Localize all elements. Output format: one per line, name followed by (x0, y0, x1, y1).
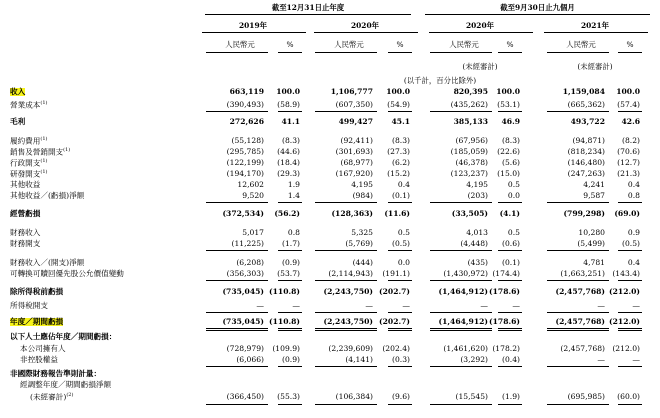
subtotal-rule (388, 280, 412, 281)
sub-rule (388, 52, 412, 53)
final-rule (206, 404, 268, 405)
row-amount: (356,303) (226, 269, 264, 278)
subtotal-rule (278, 280, 302, 281)
row-amount: (167,920) (335, 169, 373, 178)
row-pct: 100.0 (616, 87, 640, 96)
row-pct: 0.4 (627, 258, 640, 267)
subtotal-rule (388, 366, 412, 367)
subtotal-rule (388, 202, 412, 203)
row-pct: (0.5) (391, 239, 410, 248)
row-amount: (128,363) (331, 209, 373, 218)
row-label: 營業成本$^{(1)}$ (10, 100, 48, 110)
row-pct: 0.5 (507, 180, 520, 189)
total-rule (430, 330, 492, 331)
row-pct: (0.9) (281, 355, 300, 364)
row-amount: (2,457,768) (555, 287, 605, 296)
row-amount: 12,602 (237, 180, 264, 189)
row-pct: (0.5) (621, 239, 640, 248)
row-amount: (984) (352, 191, 373, 200)
row-pct: 100.0 (496, 87, 520, 96)
row-amount: (444) (352, 258, 373, 267)
row-pct: (0.9) (281, 258, 300, 267)
row-pct: 0.4 (397, 180, 410, 189)
pct-col-header: % (626, 40, 634, 49)
row-pct: 41.1 (281, 117, 300, 126)
row-pct: (178.6) (489, 287, 520, 296)
row-pct: (8.3) (281, 136, 300, 145)
row-pct: (143.4) (612, 269, 640, 278)
row-amount: 4,195 (351, 180, 373, 189)
final-rule (278, 404, 302, 405)
row-amount: (3,292) (460, 355, 488, 364)
row-label: 財務收入／(開支)淨額 (10, 258, 85, 267)
year-header: 2021年 (581, 21, 609, 30)
row-pct: 0.8 (627, 191, 640, 200)
row-pct: (178.6) (489, 317, 520, 326)
row-amount: (68,977) (340, 158, 373, 167)
row-amount: (2,457,768) (560, 344, 605, 353)
row-amount: (6,208) (236, 258, 264, 267)
row-label: 本公司擁有人 (20, 344, 66, 353)
total-rule (388, 328, 412, 329)
subtotal-rule (315, 312, 377, 313)
row-amount: (94,871) (572, 136, 605, 145)
row-amount: (695,985) (567, 392, 605, 401)
row-pct: (174.4) (492, 269, 520, 278)
row-pct: (53.1) (497, 100, 520, 109)
unaudited-note: (未經審計) (462, 62, 498, 71)
row-pct: (212.0) (609, 317, 640, 326)
total-rule (498, 328, 522, 329)
row-label: 收入 (10, 87, 26, 96)
row-pct: (0.1) (501, 258, 520, 267)
row-pct: (70.6) (617, 147, 640, 156)
subtotal-rule (206, 202, 268, 203)
row-pct: 42.6 (621, 117, 640, 126)
row-amount: (122,199) (226, 158, 264, 167)
row-label: 其他收益 (10, 180, 41, 189)
row-pct: (60.0) (617, 392, 640, 401)
row-label: 其他收益／(虧損)淨額 (10, 191, 85, 200)
row-amount: (2,457,768) (555, 317, 605, 326)
subtotal-rule (278, 312, 302, 313)
subtotal-rule (388, 111, 412, 112)
total-rule (315, 330, 377, 331)
row-amount: (2,114,943) (328, 269, 373, 278)
row-pct: — (632, 301, 640, 310)
year-rule (544, 32, 648, 33)
row-amount: (818,234) (567, 147, 605, 156)
row-amount: (92,411) (340, 136, 373, 145)
subtotal-rule (315, 111, 377, 112)
footnote-ref: (1) (40, 100, 48, 106)
row-label: 以下人士應佔年度／期間虧損： (10, 332, 117, 341)
year-rule (429, 32, 533, 33)
row-pct: (18.4) (277, 158, 300, 167)
row-amount: (735,045) (222, 317, 264, 326)
sub-rule (278, 52, 302, 53)
final-rule (315, 404, 377, 405)
subtotal-rule (498, 312, 522, 313)
row-pct: 0.9 (627, 228, 640, 237)
row-amount: (146,480) (567, 158, 605, 167)
row-amount: (203) (467, 191, 488, 200)
row-amount: (366,450) (226, 392, 264, 401)
row-pct: (4.1) (499, 209, 520, 218)
row-amount: (1,663,251) (560, 269, 605, 278)
subtotal-rule (618, 312, 642, 313)
row-pct: (8.3) (501, 136, 520, 145)
currency-col-header: 人民幣元 (566, 40, 596, 49)
row-pct: (56.2) (274, 209, 300, 218)
subtotal-rule (618, 280, 642, 281)
row-amount: 4,241 (583, 180, 605, 189)
row-amount: 493,722 (570, 117, 605, 126)
total-rule (618, 330, 642, 331)
row-amount: — (480, 301, 488, 310)
row-label: 非控股權益 (20, 355, 58, 364)
year-rule (202, 32, 306, 33)
subtotal-rule (315, 280, 377, 281)
fy-period-title: 截至12月31日止年度 (271, 3, 345, 12)
row-pct: (110.8) (269, 287, 300, 296)
row-amount: 9,520 (242, 191, 264, 200)
unit-note: (以千計，百分比除外) (403, 76, 477, 85)
row-pct: (109.9) (272, 344, 300, 353)
row-pct: (44.6) (277, 147, 300, 156)
subtotal-rule (547, 312, 609, 313)
row-amount: 4,195 (466, 180, 488, 189)
subtotal-rule (315, 202, 377, 203)
row-pct: 0.5 (397, 228, 410, 237)
row-amount: (247,263) (567, 169, 605, 178)
row-amount: (799,298) (563, 209, 605, 218)
row-amount: (728,979) (226, 344, 264, 353)
sub-rule (206, 52, 268, 53)
year-rule (314, 32, 418, 33)
row-amount: (4,141) (345, 355, 373, 364)
row-amount: (1,464,912) (438, 317, 488, 326)
subtotal-rule (430, 312, 492, 313)
row-amount: (46,378) (455, 158, 488, 167)
row-pct: (54.9) (387, 100, 410, 109)
final-rule (547, 404, 609, 405)
row-pct: (27.3) (387, 147, 410, 156)
total-rule (206, 330, 268, 331)
row-amount: 1,159,084 (562, 87, 605, 96)
row-pct: (12.7) (617, 158, 640, 167)
row-pct: (1.7) (281, 239, 300, 248)
row-pct: (57.4) (617, 100, 640, 109)
subtotal-rule (388, 250, 412, 251)
row-pct: (212.0) (609, 287, 640, 296)
row-amount: (194,170) (226, 169, 264, 178)
row-pct: (6.2) (391, 158, 410, 167)
row-amount: 4,781 (583, 258, 605, 267)
nm-period-title: 截至9月30日止九個月 (500, 3, 575, 12)
row-label: 經調整年度／期間虧損淨額 (20, 380, 112, 389)
year-header: 2019年 (239, 21, 267, 30)
row-label: 財務開支 (10, 239, 41, 248)
row-amount: (735,045) (222, 287, 264, 296)
subtotal-rule (278, 366, 302, 367)
row-amount: — (597, 301, 605, 310)
row-amount: 5,325 (351, 228, 373, 237)
subtotal-rule (430, 111, 492, 112)
row-amount: (607,350) (335, 100, 373, 109)
pct-col-header: % (286, 40, 294, 49)
subtotal-rule (278, 250, 302, 251)
pct-col-header: % (396, 40, 404, 49)
final-rule (618, 404, 642, 405)
row-amount: (11,225) (231, 239, 264, 248)
subtotal-rule (618, 111, 642, 112)
row-pct: — (632, 355, 640, 364)
row-pct: (5.6) (501, 158, 520, 167)
row-pct: 45.1 (391, 117, 410, 126)
row-amount: 5,017 (242, 228, 264, 237)
subtotal-rule (547, 202, 609, 203)
row-amount: (1,464,912) (438, 287, 488, 296)
sub-rule (498, 52, 522, 53)
row-amount: 499,427 (338, 117, 373, 126)
row-amount: (1,430,972) (443, 269, 488, 278)
row-amount: (123,237) (450, 169, 488, 178)
row-pct: 1.9 (287, 180, 300, 189)
row-amount: (4,448) (460, 239, 488, 248)
sub-rule (430, 52, 492, 53)
subtotal-rule (547, 280, 609, 281)
row-amount: 663,119 (229, 87, 264, 96)
subtotal-rule (498, 250, 522, 251)
total-rule (388, 330, 412, 331)
row-pct: (8.2) (621, 136, 640, 145)
subtotal-rule (206, 111, 268, 112)
subtotal-rule (498, 202, 522, 203)
row-amount: (435,262) (450, 100, 488, 109)
row-pct: (178.2) (492, 344, 520, 353)
subtotal-rule (547, 111, 609, 112)
row-pct: (9.6) (391, 392, 410, 401)
row-amount: (106,384) (335, 392, 373, 401)
row-pct: (53.7) (277, 269, 300, 278)
row-amount: (665,362) (567, 100, 605, 109)
pct-col-header: % (506, 40, 514, 49)
row-amount: (67,956) (455, 136, 488, 145)
subtotal-rule (315, 366, 377, 367)
final-rule (498, 404, 522, 405)
subtotal-rule (315, 250, 377, 251)
row-label: 非國際財務報告準則計量： (10, 369, 102, 378)
row-pct: 0.8 (287, 228, 300, 237)
row-label: 行政開支$^{(1)}$ (10, 158, 48, 168)
sub-rule (618, 52, 642, 53)
row-pct: (8.3) (391, 136, 410, 145)
row-pct: 1.4 (287, 191, 300, 200)
row-pct: — (512, 301, 520, 310)
total-rule (498, 330, 522, 331)
subtotal-rule (430, 202, 492, 203)
subtotal-rule (498, 280, 522, 281)
row-label: 履約費用$^{(1)}$ (10, 136, 48, 146)
row-pct: (0.3) (391, 355, 410, 364)
subtotal-rule (388, 312, 412, 313)
row-label: 年度／期間虧損 (10, 317, 64, 326)
row-label: 研發開支$^{(1)}$ (10, 169, 48, 179)
footnote-ref: (1) (40, 158, 48, 164)
subtotal-rule (278, 111, 302, 112)
row-pct: (202.4) (382, 344, 410, 353)
subtotal-rule (206, 280, 268, 281)
row-amount: (55,128) (231, 136, 264, 145)
total-rule (206, 328, 268, 329)
subtotal-rule (547, 366, 609, 367)
subtotal-rule (618, 202, 642, 203)
unaudited-note: (未經審計) (577, 62, 613, 71)
row-pct: — (292, 301, 300, 310)
row-pct: (202.7) (379, 317, 410, 326)
row-amount: — (256, 301, 264, 310)
row-pct: (0.4) (501, 355, 520, 364)
row-amount: 4,013 (466, 228, 488, 237)
nm-title-rule (425, 14, 650, 15)
footnote-ref: (1) (40, 136, 48, 142)
subtotal-rule (498, 111, 522, 112)
row-pct: (11.6) (384, 209, 410, 218)
subtotal-rule (430, 366, 492, 367)
row-amount: (301,693) (335, 147, 373, 156)
row-label: 所得稅開支 (10, 301, 48, 310)
row-pct: 100.0 (386, 87, 410, 96)
year-header: 2020年 (466, 21, 494, 30)
subtotal-rule (430, 280, 492, 281)
footnote-ref: (1) (63, 147, 71, 153)
subtotal-rule (206, 312, 268, 313)
row-amount: (185,059) (450, 147, 488, 156)
row-amount: (2,243,750) (323, 317, 373, 326)
currency-col-header: 人民幣元 (449, 40, 479, 49)
row-pct: (55.3) (277, 392, 300, 401)
row-amount: (295,785) (226, 147, 264, 156)
row-label: 銷售及營銷開支$^{(1)}$ (10, 147, 71, 157)
subtotal-rule (206, 250, 268, 251)
row-amount: (5,769) (345, 239, 373, 248)
row-amount: 385,133 (453, 117, 488, 126)
row-pct: (202.7) (379, 287, 410, 296)
row-amount: — (365, 301, 373, 310)
subtotal-rule (547, 250, 609, 251)
total-rule (278, 330, 302, 331)
row-pct: (0.6) (501, 239, 520, 248)
footnote-ref: (1) (40, 169, 48, 175)
total-rule (278, 328, 302, 329)
currency-col-header: 人民幣元 (334, 40, 364, 49)
subtotal-rule (278, 202, 302, 203)
row-pct: (110.8) (269, 317, 300, 326)
year-header: 2020年 (351, 21, 379, 30)
subtotal-rule (206, 366, 268, 367)
row-amount: 9,587 (583, 191, 605, 200)
row-pct: — (402, 301, 410, 310)
sub-rule (315, 52, 377, 53)
row-label: 毛利 (10, 117, 26, 126)
row-amount: 820,395 (453, 87, 488, 96)
row-amount: (435) (467, 258, 488, 267)
row-pct: (212.0) (612, 344, 640, 353)
row-pct: 46.9 (501, 117, 520, 126)
row-amount: (5,499) (577, 239, 605, 248)
row-label: (未經審計)$^{(2)}$ (30, 392, 74, 402)
row-pct: (1.9) (501, 392, 520, 401)
subtotal-rule (618, 366, 642, 367)
row-pct: 0.0 (397, 258, 410, 267)
row-pct: 100.0 (276, 87, 300, 96)
total-rule (547, 328, 609, 329)
footnote-ref: (2) (66, 392, 74, 398)
row-label: 經營虧損 (10, 209, 41, 218)
sub-rule (547, 52, 609, 53)
row-pct: (21.3) (617, 169, 640, 178)
row-amount: (1,461,620) (443, 344, 488, 353)
row-pct: (29.3) (277, 169, 300, 178)
currency-col-header: 人民幣元 (225, 40, 255, 49)
row-amount: 10,280 (578, 228, 605, 237)
row-amount: (372,534) (222, 209, 264, 218)
row-pct: (22.6) (497, 147, 520, 156)
row-amount: 272,626 (229, 117, 264, 126)
row-label: 可轉換可贖回優先股公允價值變動 (10, 269, 124, 278)
row-amount: 1,106,777 (330, 87, 373, 96)
row-pct: (191.1) (382, 269, 410, 278)
total-rule (547, 330, 609, 331)
subtotal-rule (498, 366, 522, 367)
total-rule (618, 328, 642, 329)
fy-title-rule (205, 14, 411, 15)
row-pct: 0.5 (507, 228, 520, 237)
row-pct: 0.0 (507, 191, 520, 200)
row-amount: — (597, 355, 605, 364)
total-rule (430, 328, 492, 329)
row-amount: (33,505) (451, 209, 488, 218)
row-pct: 0.4 (627, 180, 640, 189)
final-rule (430, 404, 492, 405)
row-amount: (390,493) (226, 100, 264, 109)
row-pct: (58.9) (277, 100, 300, 109)
total-rule (315, 328, 377, 329)
row-amount: (2,243,750) (323, 287, 373, 296)
final-rule (388, 404, 412, 405)
row-pct: (15.0) (497, 169, 520, 178)
row-pct: (69.0) (614, 209, 640, 218)
row-pct: (15.2) (387, 169, 410, 178)
row-label: 除所得稅前虧損 (10, 287, 64, 296)
subtotal-rule (430, 250, 492, 251)
row-amount: (15,545) (455, 392, 488, 401)
row-amount: (2,239,609) (328, 344, 373, 353)
row-amount: (6,066) (236, 355, 264, 364)
row-pct: (0.1) (391, 191, 410, 200)
subtotal-rule (618, 250, 642, 251)
row-label: 財務收入 (10, 228, 41, 237)
